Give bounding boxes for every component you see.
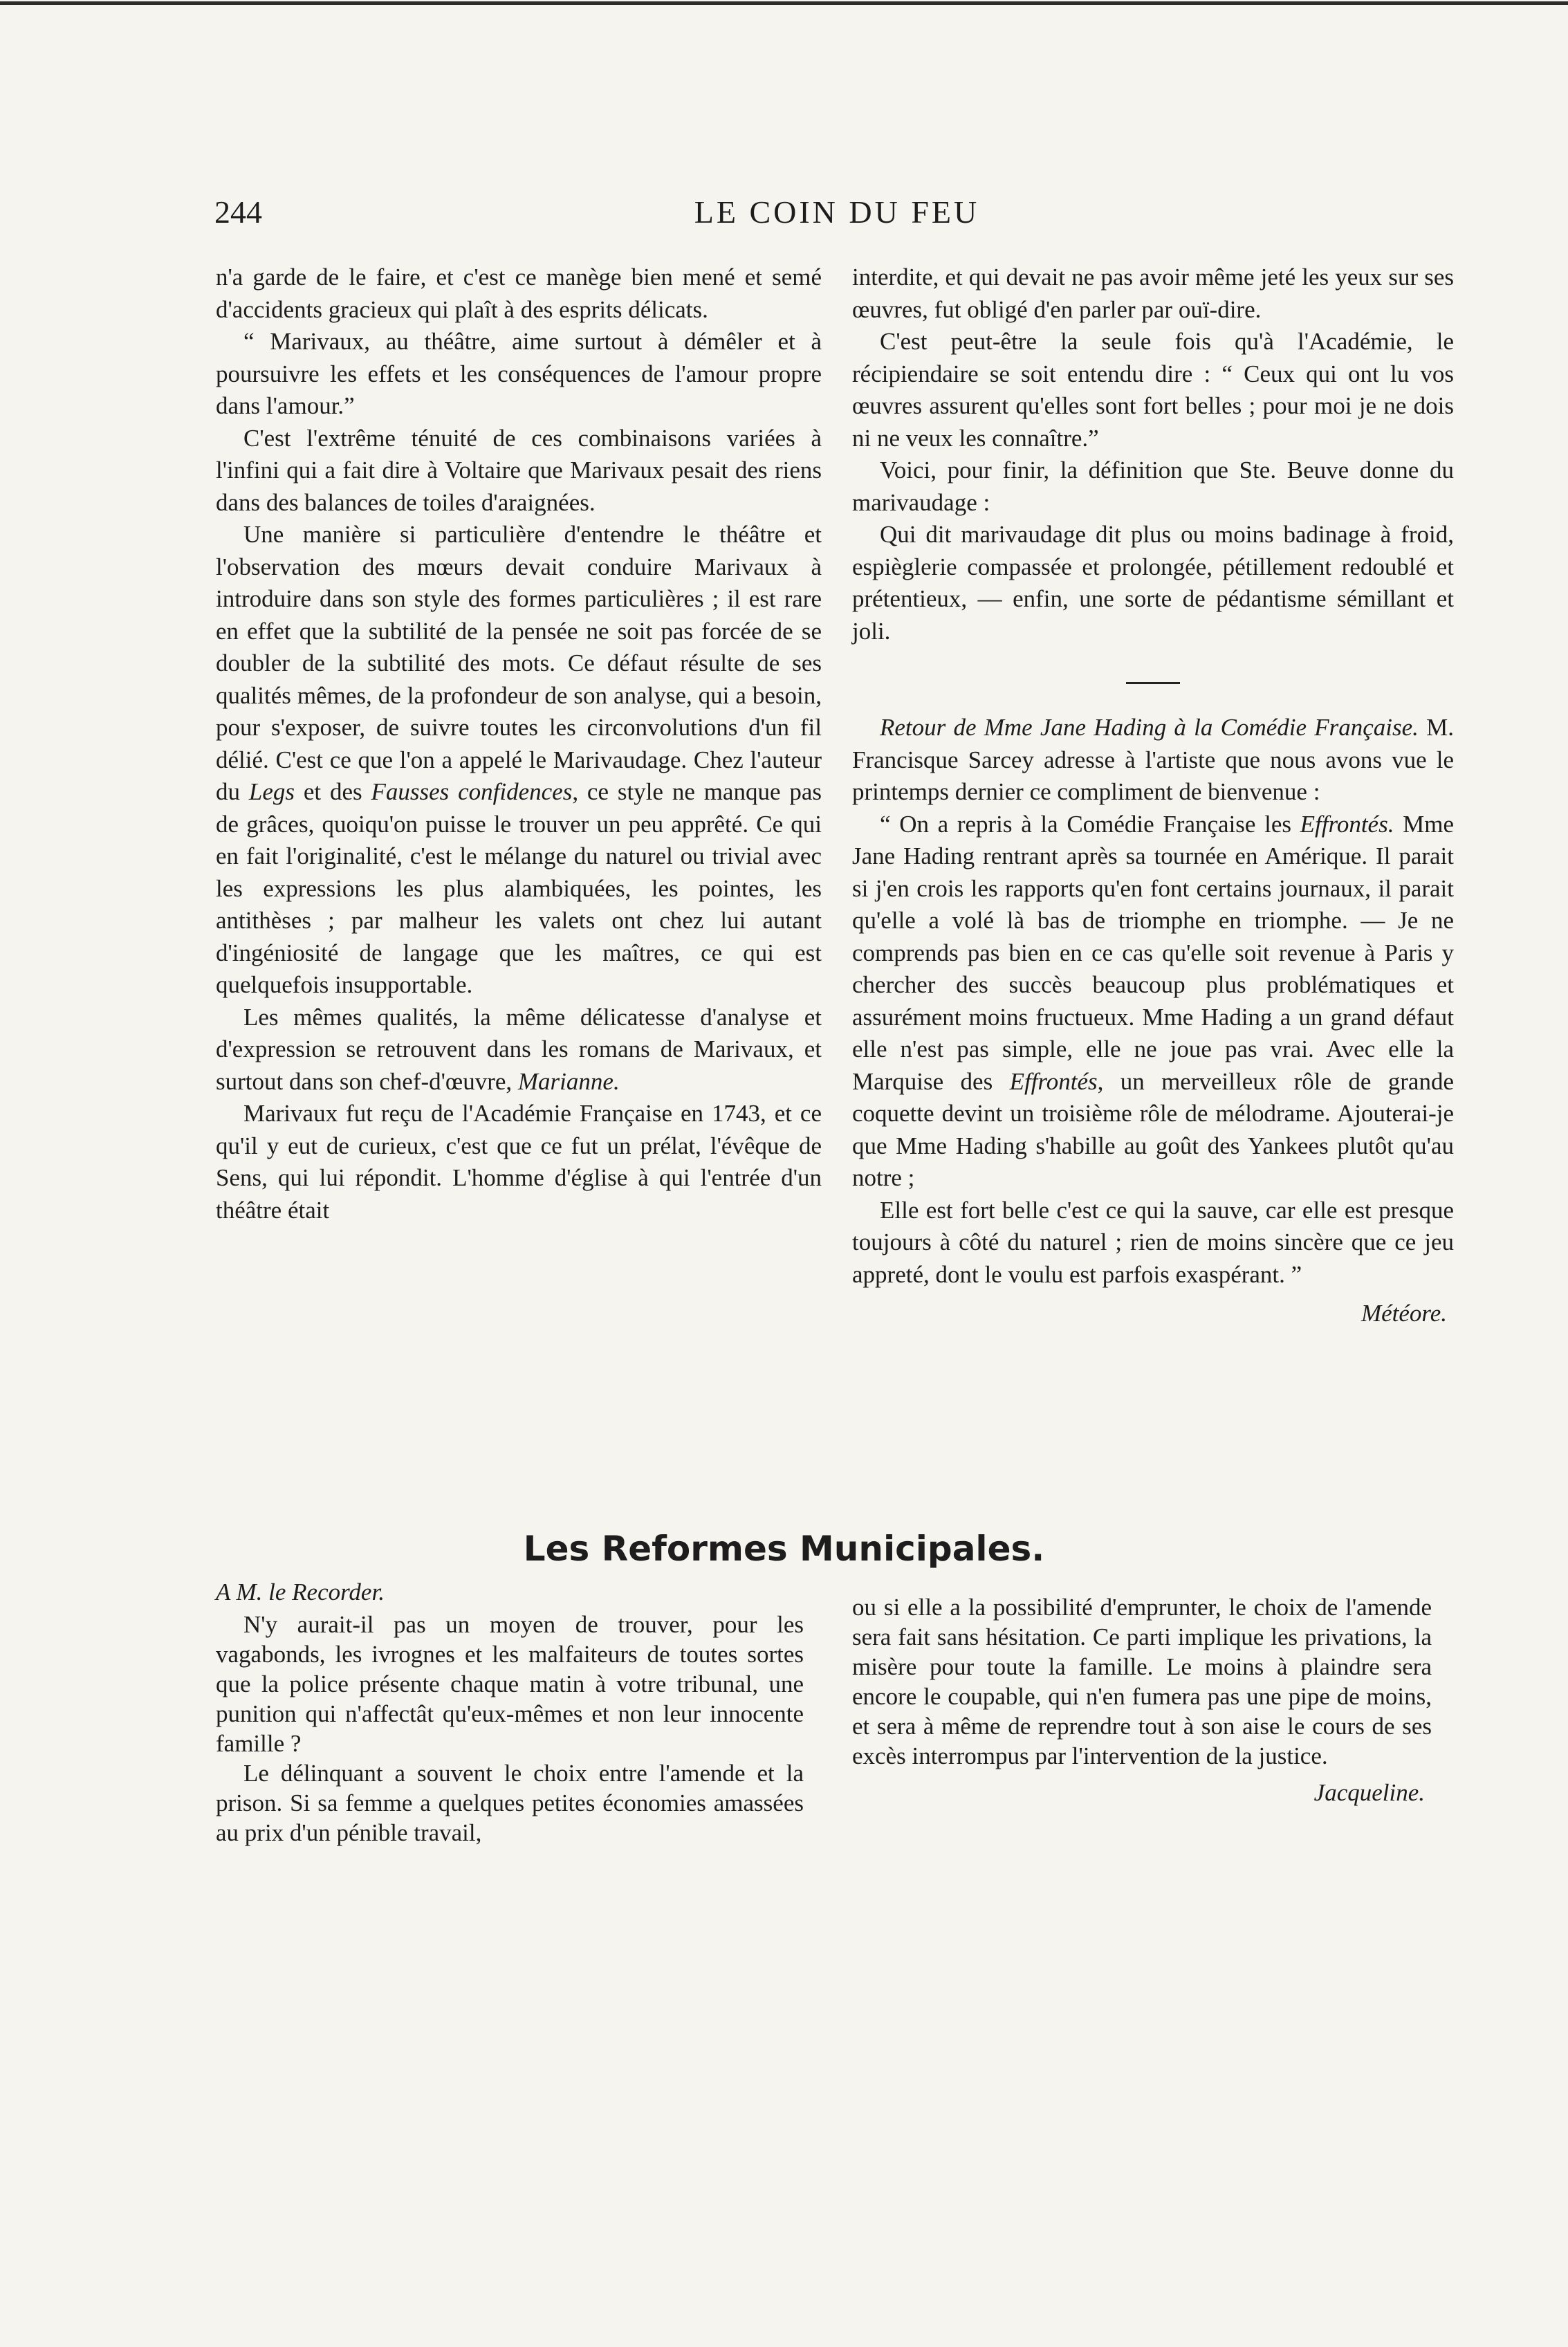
paragraph: “ Marivaux, au théâtre, aime surtout à démêler et à poursuivre les effets et les conséquences de l'amour propre dans l'amour.” <box>216 328 822 419</box>
paragraph <box>216 1002 822 1098</box>
top-border-line <box>0 1 1568 5</box>
text-span: M. Francisque Sarcey adresse à l'artiste que nous avons vue le printemps dernier ce compliment de bienvenue : <box>852 714 1455 805</box>
page-number: 244 <box>214 194 262 230</box>
article-heading: Retour de Mme Jane Hading à la Comédie Française. <box>880 714 1419 741</box>
running-title: LE COIN DU FEU <box>694 194 980 230</box>
paragraph: C'est peut-être la seule fois qu'à l'Académie, le récipiendaire se soit entendu dire : “ Ceux qui ont lu vos œuvres assurent qu'elles sont fort belles ; pour moi je ne dois ni ne veux les connaître.” <box>852 328 1454 452</box>
work-title: Effrontés <box>1009 1067 1098 1095</box>
section-divider <box>1126 682 1180 684</box>
work-title: Legs <box>248 778 295 805</box>
paragraph: Marivaux fut reçu de l'Académie Française en 1743, et ce qu'il y eut de curieux, c'est que ce fut un prélat, l'évêque de Sens, qui lui répondit. L'homme d'église à qui l'entrée d'un théâtre était <box>216 1100 822 1224</box>
paragraph: ou si elle a la possibilité d'emprunter, le choix de l'amende sera fait sans hésitation. Ce parti implique les privations, la misère pour toute la famille. Le moins à plaindre sera encore le coupable, qui n'en fumera pas une pipe de moins, et sera à même de reprendre tout à son aise le cours de ses excès interrompus par l'intervention de la justice. <box>852 1594 1432 1769</box>
paragraph: Voici, pour finir, la définition que Ste. Beuve donne du marivaudage : <box>852 457 1454 516</box>
paragraph: n'a garde de le faire, et c'est ce manège bien mené et semé d'accidents gracieux qui plaît à des esprits délicats. <box>216 264 822 323</box>
text-span: Une manière si particulière d'entendre le théâtre et l'observation des mœurs devait conduire Marivaux à introduire dans son style des formes particulières ; il est rare en effet que la subtilité de la pensée ne soit pas forcée de se doubler de la subtilité des mots. Ce défaut résulte de ses qualités mêmes, de la profondeur de son analyse, qui a besoin, pour s'exposer, de suivre toutes les circonvolutions d'un fil délié. C'est ce que l'on a appelé le Marivaudage. Chez l'auteur du <box>216 521 822 805</box>
quote-paragraph: Elle est fort belle c'est ce qui la sauve, car elle est presque toujours à côté du naturel ; rien de moins sincère que ce jeu appreté, dont le voulu est parfois exaspérant. ” <box>852 1196 1454 1288</box>
address-line: A M. le Recorder. <box>216 1579 385 1605</box>
text-span: , ce style ne manque pas de grâces, quoiqu'on puisse le trouver un peu apprêté. Ce qui en fait l'originalité, c'est le mélange du naturel ou trivial avec les expressions les plus alambiquées, les pointes, les antithèses ; par malheur les valets ont chez lui autant d'ingéniosité de langage que les maîtres, ce qui est quelquefois insupportable. <box>216 778 822 998</box>
work-title: Fausses confidences <box>371 778 573 805</box>
paragraph <box>852 712 1454 809</box>
article1-right-column <box>852 261 1454 1330</box>
paragraph: interdite, et qui devait ne pas avoir même jeté les yeux sur ses œuvres, fut obligé d'en parler par ouï-dire. <box>852 264 1454 323</box>
text-span: “ On a repris à la Comédie Française les <box>880 810 1291 838</box>
signature: Jacqueline. <box>1313 1779 1425 1806</box>
paragraph: C'est l'extrême ténuité de ces combinaisons variées à l'infini qui a fait dire à Voltaire que Marivaux pesait des riens dans des balances de toiles d'araignées. <box>216 424 822 516</box>
page-header <box>214 194 1459 242</box>
work-title: Effrontés. <box>1300 810 1394 838</box>
paragraph: Qui dit marivaudage dit plus ou moins badinage à froid, espièglerie compassée et prolongée, pétillement redoublé et prétentieux, — enfin, une sorte de pédantisme sémillant et joli. <box>852 521 1454 645</box>
text-span: Mme Jane Hading rentrant après sa tournée en Amérique. Il parait si j'en crois les rapports qu'en font certains journaux, il parait qu'elle a volé là bas de triomphe en triomphe. — Je ne comprends pas bien en ce cas qu'elle soit revenue à Paris y chercher des succès beaucoup plus problématiques et assurément moins fructueux. Mme Hading a un grand défaut elle n'est pas simple, elle ne joue pas vrai. Avec elle la Marquise des <box>852 810 1455 1095</box>
signature: Météore. <box>1361 1300 1447 1327</box>
article1-left-column <box>216 261 822 1226</box>
work-title: Marianne. <box>517 1067 620 1095</box>
paragraph <box>216 519 822 1002</box>
paragraph: Le délinquant a souvent le choix entre l'amende et la prison. Si sa femme a quelques petites économies amassées au prix d'un pénible travail, <box>216 1760 804 1846</box>
quote-paragraph <box>852 809 1454 1195</box>
text-span: Les mêmes qualités, la même délicatesse d'analyse et d'expression se retrouvent dans les romans de Marivaux, et surtout dans son chef-d'œuvre, <box>216 1003 822 1095</box>
text-span: et des <box>303 778 362 805</box>
text-span: , un merveilleux rôle de grande coquette devint un troisième rôle de mélodrame. Ajouterai-je que Mme Hading s'habille au goût des Yankees plutôt qu'au notre ; <box>852 1067 1454 1191</box>
article3-right-column <box>852 1592 1432 1807</box>
article3-left-column <box>216 1577 804 1848</box>
section-title: Les Reformes Municipales. <box>523 1529 1045 1569</box>
paragraph: N'y aurait-il pas un moyen de trouver, pour les vagabonds, les ivrognes et les malfaiteurs de toutes sortes que la police présente chaque matin à votre tribunal, une punition qui n'affectât qu'eux-mêmes et non leur innocente famille ? <box>216 1611 804 1757</box>
